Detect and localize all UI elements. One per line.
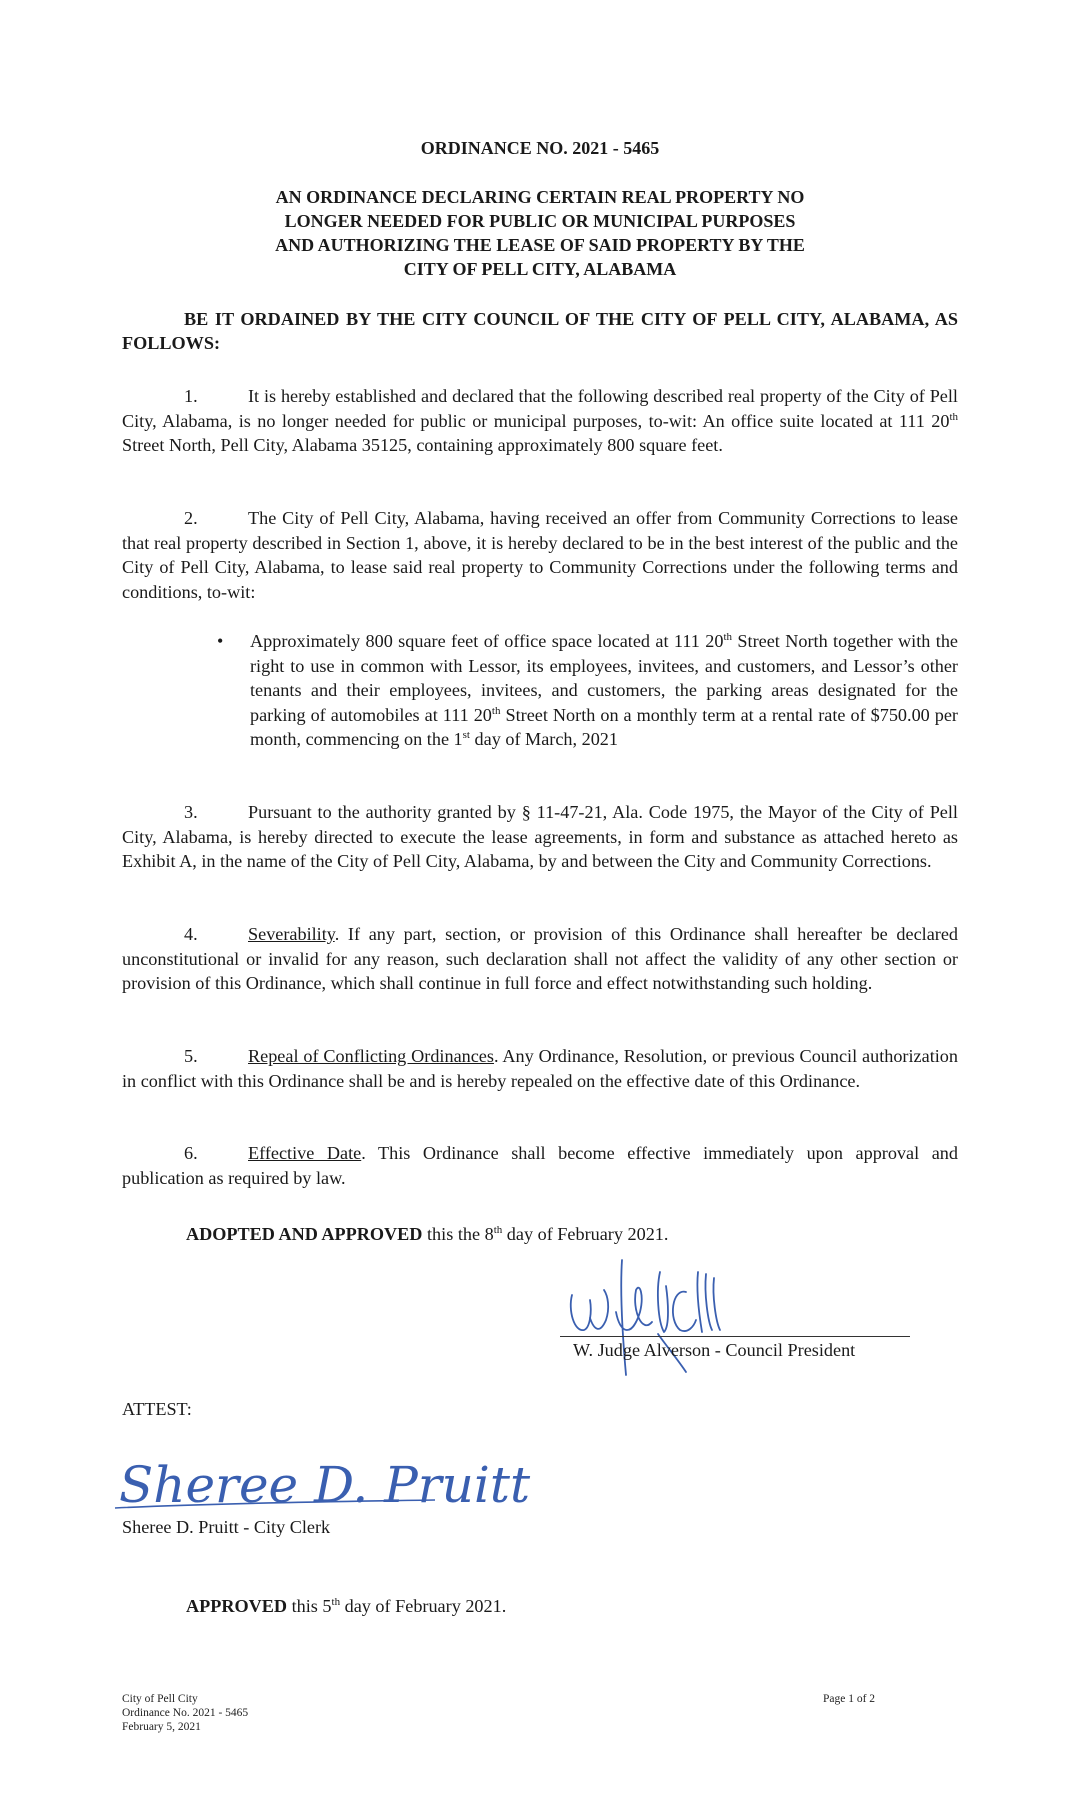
section-number: 2. bbox=[184, 508, 198, 528]
superscript: st bbox=[462, 728, 470, 741]
footer-left bbox=[122, 1692, 248, 1734]
superscript: th bbox=[331, 1595, 341, 1608]
section-text: Pursuant to the authority granted by § 11-47-21, Ala. Code 1975, the Mayor of the City of Pell City, Alabama, is hereby directed to execute the lease agreements, in form and substance as attached hereto as Exhibit A, in the name of the City of Pell City, Alabama, by and between the City and Community Corrections. bbox=[122, 802, 958, 871]
adopted-statement bbox=[186, 1222, 668, 1246]
footer-line: Ordinance No. 2021 - 5465 bbox=[122, 1707, 249, 1719]
president-signature-name: W. Judge Alverson - Council President bbox=[573, 1340, 856, 1360]
superscript: th bbox=[493, 1223, 503, 1236]
section-text: . If any part, section, or provision of this Ordinance shall hereafter be declared unconstitutional or invalid for any reason, such declaration shall not affect the validity of any other section or provision of this Ordinance, which shall continue in full force and effect notwithstanding such holding. bbox=[122, 924, 958, 993]
section-text: It is hereby established and declared that the following described real property of the City of Pell City, Alabama, is no longer needed for public or municipal purposes, to-wit: An office suite located at 111 20 bbox=[122, 386, 958, 431]
adopted-label: ADOPTED AND APPROVED bbox=[186, 1224, 423, 1244]
title-line: LONGER NEEDED FOR PUBLIC OR MUNICIPAL PURPOSES bbox=[284, 211, 796, 231]
section-number: 5. bbox=[184, 1046, 198, 1066]
text: Approximately 800 square feet of office space located at 111 20 bbox=[250, 631, 724, 651]
approved-label: APPROVED bbox=[186, 1596, 288, 1616]
clerk-signature-script: Sheree D. Pruitt bbox=[119, 1456, 531, 1514]
bullet-text bbox=[211, 629, 958, 752]
ordinance-number: ORDINANCE NO. 2021 - 5465 bbox=[420, 138, 660, 158]
section-text: . Any Ordinance, Resolution, or previous Council authorization in conflict with this Ordinance shall be and is hereby repealed on the effective date of this Ordinance. bbox=[122, 1046, 958, 1091]
president-signature-ink bbox=[560, 1250, 760, 1385]
superscript: th bbox=[949, 410, 958, 423]
section-heading: Severability bbox=[248, 924, 335, 944]
section-number: 4. bbox=[184, 924, 198, 944]
title-line: AN ORDINANCE DECLARING CERTAIN REAL PROPERTY NO bbox=[275, 187, 805, 207]
section-1 bbox=[122, 384, 958, 458]
clerk-signature-ink bbox=[115, 1440, 531, 1520]
superscript: th bbox=[491, 704, 501, 717]
section-number: 3. bbox=[184, 802, 198, 822]
section-5 bbox=[122, 1044, 958, 1093]
section-heading: Repeal of Conflicting Ordinances bbox=[248, 1046, 494, 1066]
section-text: . This Ordinance shall become effective immediately upon approval and publication as required by law. bbox=[122, 1143, 958, 1188]
ordained-heading: BE IT ORDAINED BY THE CITY COUNCIL OF THE CITY OF PELL CITY, ALABAMA, AS FOLLOWS: bbox=[122, 309, 958, 353]
title-line: CITY OF PELL CITY, ALABAMA bbox=[403, 259, 677, 279]
section-4 bbox=[122, 922, 958, 996]
text: day of February 2021. bbox=[502, 1224, 669, 1244]
section-number: 1. bbox=[184, 386, 198, 406]
footer-line: City of Pell City bbox=[122, 1693, 198, 1705]
text: Street North on a monthly term at a rental rate of $750.00 per month, commencing on the 1 bbox=[250, 704, 958, 749]
superscript: th bbox=[723, 630, 733, 643]
title-line: AND AUTHORIZING THE LEASE OF SAID PROPERTY BY THE bbox=[275, 235, 805, 255]
section-6 bbox=[122, 1141, 958, 1190]
section-heading: Effective Date bbox=[248, 1143, 362, 1163]
bullet-dot: • bbox=[217, 631, 224, 651]
text: this 5 bbox=[287, 1596, 332, 1616]
ordinance-title bbox=[122, 185, 958, 281]
text: day of February 2021. bbox=[340, 1596, 507, 1616]
attest-label: ATTEST: bbox=[122, 1399, 192, 1419]
section-number: 6. bbox=[184, 1143, 198, 1163]
section-text: The City of Pell City, Alabama, having received an offer from Community Corrections to lease that real property described in Section 1, above, it is hereby declared to be in the best interest of the public and the City of Pell City, Alabama, to lease said real property to Community Corrections under the following terms and conditions, to-wit: bbox=[122, 508, 958, 602]
lease-terms-bullet bbox=[211, 629, 958, 752]
page-number: Page 1 of 2 bbox=[823, 1693, 876, 1705]
president-signature-line bbox=[560, 1336, 910, 1337]
text: this the 8 bbox=[422, 1224, 494, 1244]
section-text: Street North, Pell City, Alabama 35125, containing approximately 800 square feet. bbox=[122, 435, 723, 455]
section-3 bbox=[122, 800, 958, 874]
footer-line: February 5, 2021 bbox=[122, 1721, 201, 1733]
section-2 bbox=[122, 506, 958, 604]
text: day of March, 2021 bbox=[470, 729, 618, 749]
text: Street North together with the right to use in common with Lessor, its employees, invitees, and customers, and Lessor’s other tenants and their employees, invitees, and customers, the parking areas designated for the parking of automobiles at 111 20 bbox=[250, 631, 958, 725]
clerk-signature-name: Sheree D. Pruitt - City Clerk bbox=[122, 1517, 331, 1537]
approved-statement bbox=[186, 1594, 506, 1618]
